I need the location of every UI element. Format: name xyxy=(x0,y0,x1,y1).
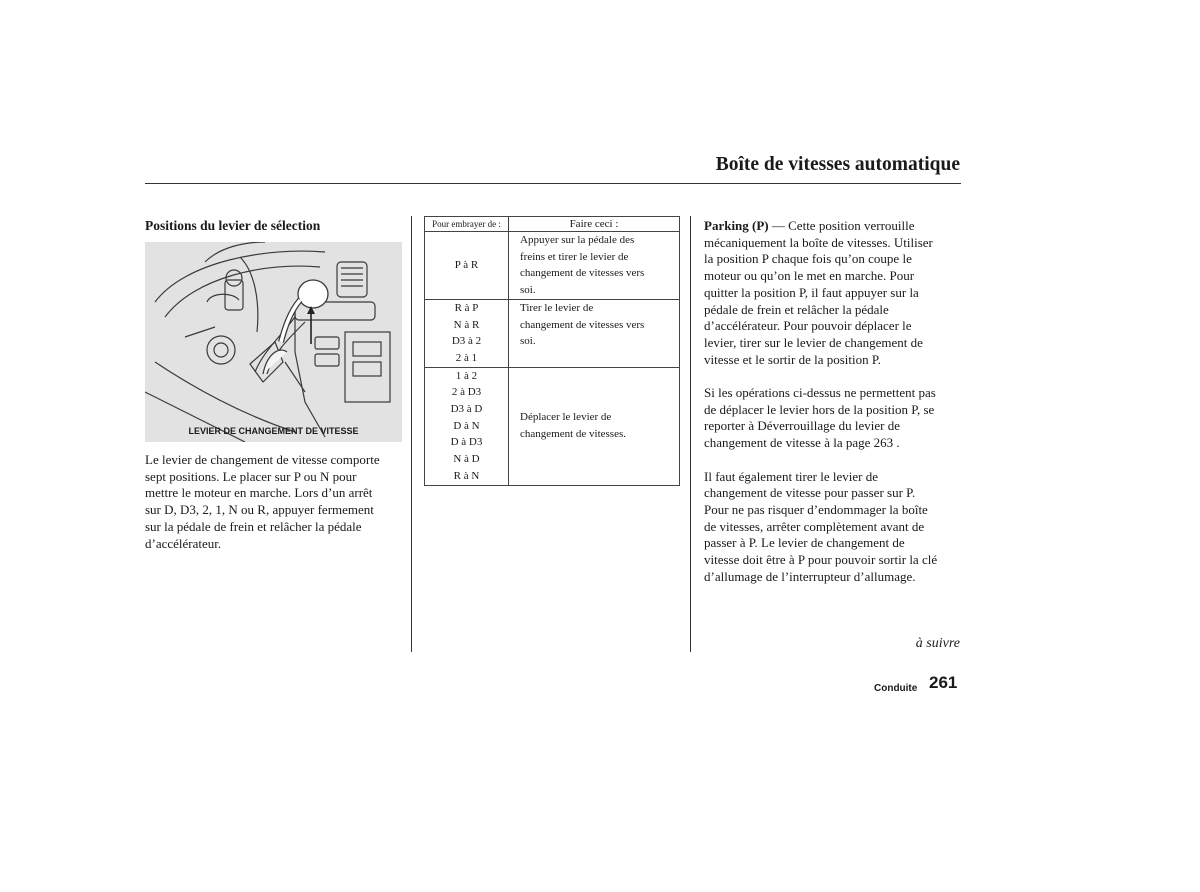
parking-paragraph xyxy=(704,218,960,368)
text-line: quitter la position P, il faut appuyer sur la xyxy=(704,284,919,300)
page-number: 261 xyxy=(929,673,958,692)
column-divider-right xyxy=(690,216,691,652)
unlock-paragraph xyxy=(704,385,960,452)
move-line: D à D3 xyxy=(450,436,483,449)
move-line: 1 à 2 xyxy=(455,369,478,382)
text-line: d’accélérateur. Pour pouvoir déplacer le xyxy=(704,318,912,334)
title-rule xyxy=(145,183,961,184)
right-column xyxy=(704,218,960,602)
shift-lever-figure xyxy=(145,242,402,442)
left-paragraph xyxy=(145,452,407,552)
text-line: mettre le moteur en marche. Lors d’un arrêt xyxy=(145,485,373,501)
text-line: sur D, D3, 2, 1, N ou R, appuyer fermement xyxy=(145,502,374,518)
parking-dash: — xyxy=(771,218,785,233)
action-line: soi. xyxy=(520,284,536,297)
figure-caption: LEVIER DE CHANGEMENT DE VITESSE xyxy=(188,426,359,436)
move-line: 2 à D3 xyxy=(451,386,482,399)
table-header-action: Faire ceci : xyxy=(509,217,680,232)
text-line: levier, tirer sur le levier de changement de xyxy=(704,334,923,350)
action-line: changement de vitesses. xyxy=(520,428,626,441)
table-cell-moves xyxy=(425,232,509,300)
move-line: D à N xyxy=(453,419,480,432)
move-line: D3 à 2 xyxy=(451,335,482,348)
action-line: Tirer le levier de xyxy=(520,301,594,314)
continued-note: à suivre xyxy=(915,636,960,651)
move-line: R à N xyxy=(453,469,480,482)
table-cell-action xyxy=(509,232,680,300)
text-line: pédale de frein et relâcher la pédale xyxy=(704,301,889,317)
text-line: sur la pédale de frein et relâcher la pédale xyxy=(145,518,362,534)
move-line: P à R xyxy=(454,259,479,272)
text-line: de vitesses, arrêter complètement avant de xyxy=(704,518,925,534)
footer-section-label: Conduite xyxy=(874,683,918,694)
column-divider-left xyxy=(411,216,412,652)
text-line: reporter à Déverrouillage du levier de xyxy=(704,418,900,434)
move-line: D3 à D xyxy=(450,403,483,416)
text-line: sept positions. Le placer sur P ou N pour xyxy=(145,468,357,484)
text-line: Pour ne pas risquer d’endommager la boîte xyxy=(704,501,928,517)
park-shift-paragraph xyxy=(704,469,960,586)
table-cell-moves xyxy=(425,367,509,485)
text-line: vitesse et le sortir de la position P. xyxy=(704,351,881,367)
text-line: Cette position verrouille xyxy=(788,218,915,233)
shift-lever-illustration xyxy=(145,242,402,442)
table-row xyxy=(425,299,680,367)
action-line: soi. xyxy=(520,335,536,348)
text-line: changement de vitesse à la page 263 . xyxy=(704,435,900,451)
text-line: vitesse doit être à P pour pouvoir sortir la clé xyxy=(704,552,938,568)
parking-label: Parking (P) xyxy=(704,218,769,233)
parking-line-1 xyxy=(704,218,915,233)
table-header-row xyxy=(425,217,680,232)
move-line: R à P xyxy=(454,301,479,314)
table-cell-action xyxy=(509,367,680,485)
table-header-from: Pour embrayer de : xyxy=(425,217,509,232)
table-cell-action xyxy=(509,299,680,367)
text-line: Si les opérations ci-dessus ne permettent pas xyxy=(704,385,936,401)
text-line: Il faut également tirer le levier de xyxy=(704,468,878,484)
table-cell-moves xyxy=(425,299,509,367)
action-line: Appuyer sur la pédale des xyxy=(520,234,635,246)
text-line: d’accélérateur. xyxy=(145,535,222,551)
section-heading: Positions du levier de sélection xyxy=(145,218,321,233)
text-line: moteur ou qu’on le met en marche. Pour xyxy=(704,268,915,284)
action-line: Déplacer le levier de xyxy=(520,411,612,424)
action-line: changement de vitesses vers xyxy=(520,267,645,280)
page-title: Boîte de vitesses automatique xyxy=(715,154,960,175)
move-line: N à R xyxy=(453,318,480,331)
action-line: changement de vitesses vers xyxy=(520,318,645,331)
table-row xyxy=(425,232,680,300)
move-line: 2 à 1 xyxy=(455,351,478,364)
text-line: passer à P. Le levier de changement de xyxy=(704,535,905,551)
shift-table xyxy=(424,216,680,486)
text-line: changement de vitesse pour passer sur P. xyxy=(704,485,916,501)
text-line: Le levier de changement de vitesse comporte xyxy=(145,452,380,467)
table-row xyxy=(425,367,680,485)
text-line: de déplacer le levier hors de la position P, se xyxy=(704,401,935,417)
move-line: N à D xyxy=(453,453,480,466)
text-line: la position P chaque fois qu’on coupe le xyxy=(704,251,912,267)
text-line: d’allumage de l’interrupteur d’allumage. xyxy=(704,568,916,584)
text-line: mécaniquement la boîte de vitesses. Utiliser xyxy=(704,234,933,250)
action-line: freins et tirer le levier de xyxy=(520,250,629,263)
